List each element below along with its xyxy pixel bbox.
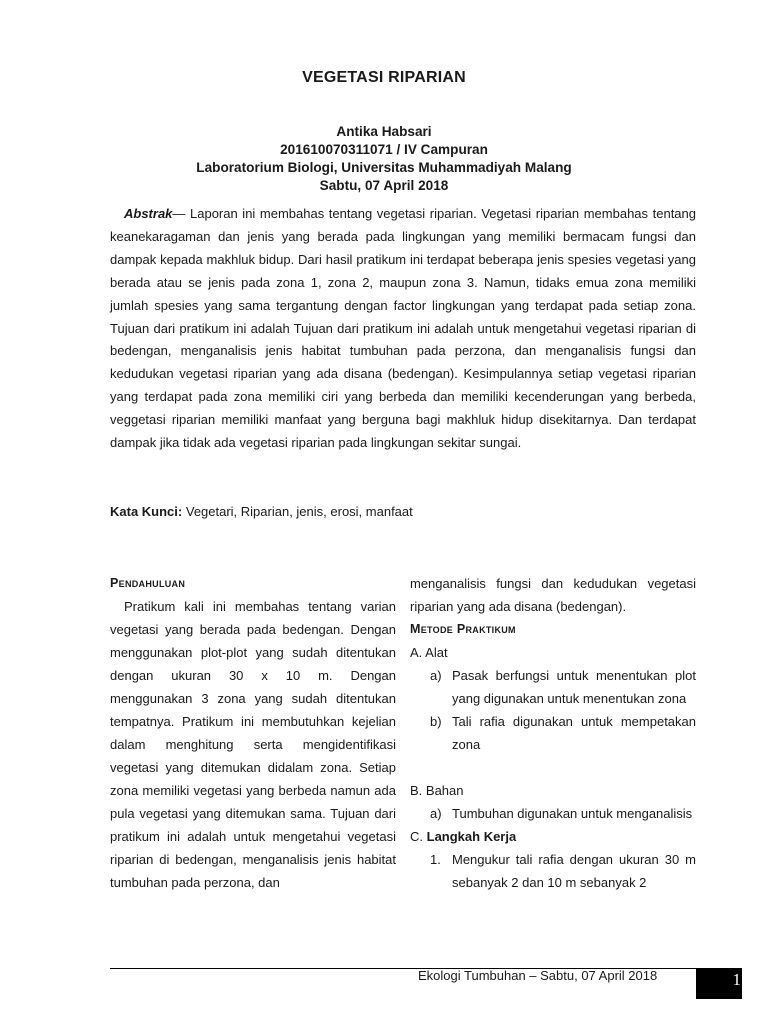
langkah-prefix: C. <box>410 829 427 844</box>
list-text: Tali rafia digunakan untuk mempetakan zona <box>452 714 696 752</box>
footer-text: Ekologi Tumbuhan – Sabtu, 07 April 2018 <box>418 968 658 983</box>
author-name: Antika Habsari <box>336 124 432 139</box>
author-block <box>0 123 768 195</box>
method-heading: Metode Praktikum <box>410 622 516 636</box>
list-item <box>410 664 696 710</box>
author-id-class: 201610070311071 / IV Campuran <box>280 142 488 157</box>
abstract-label: Abstrak <box>124 206 173 221</box>
page-number-box <box>696 968 742 999</box>
right-column <box>410 572 696 894</box>
author-affiliation: Laboratorium Biologi, Universitas Muhammadiyah Malang <box>196 160 572 175</box>
page-number: 1 <box>732 970 741 989</box>
abstract-dash: — <box>172 206 191 221</box>
bahan-label: B. Bahan <box>410 783 464 798</box>
alat-label: A. Alat <box>410 645 448 660</box>
list-item <box>410 848 696 894</box>
langkah-label: Langkah Kerja <box>426 829 517 844</box>
abstract <box>110 203 696 455</box>
paper-title: VEGETASI RIPARIAN <box>302 69 466 86</box>
list-item <box>410 710 696 756</box>
intro-heading: Pendahuluan <box>110 576 186 590</box>
left-column <box>110 572 396 894</box>
keywords <box>110 502 696 522</box>
keywords-label: Kata Kunci: <box>110 504 183 519</box>
langkah-heading <box>410 825 696 848</box>
intro-text: Pratikum kali ini membahas tentang varian vegetasi yang berada pada bedengan. Dengan menggunakan plot-plot yang sudah ditentukan dengan ukuran 30 x 10 m. Dengan menggunakan 3 zona yang sudah ditentukan tempatnya. Pratikum ini membutuhkan kejelian dalam menghitung serta mengidentifikasi vegetasi yang ditemukan didalam zona. Setiap zona memiliki vegetasi yang berbeda namun ada pula vegetasi yang ditemukan sama. Tujuan dari pratikum ini adalah untuk mengetahui vegetasi riparian di bedengan, menganalisis jenis habitat tumbuhan pada perzona, dan <box>110 599 396 890</box>
list-marker: a) <box>430 668 442 683</box>
intro-continued: menganalisis fungsi dan kedudukan vegetasi riparian yang ada disana (bedengan). <box>410 576 696 614</box>
list-item <box>410 802 696 825</box>
list-marker: a) <box>430 806 442 821</box>
list-text: Tumbuhan digunakan untuk menganalisis <box>452 806 693 821</box>
abstract-text: Laporan ini membahas tentang vegetasi riparian. Vegetasi riparian membahas tentang keanekaragaman dan jenis yang berada pada lingkungan yang memiliki bermacam fungsi dan dampak kepada makhluk bidup. Dari hasil pratikum ini terdapat beberapa jenis spesies vegetasi yang berada atau se jenis pada zona 1, zona 2, maupun zona 3. Namun, tidaks emua zona memiliki jumlah spesies yang sama tergantung dengan factor lingkungan yang terdapat pada setiap zona. Tujuan dari pratikum ini adalah Tujuan dari pratikum ini adalah untuk mengetahui vegetasi riparian di bedengan, menganalisis jenis habitat tumbuhan pada perzona, dan menganalisis fungsi dan kedudukan vegetasi riparian yang ada disana (bedengan). Kesimpulannya setiap vegetasi riparian yang terdapat pada zona memiliki ciri yang berbeda dan memiliki kecenderungan yang berbeda, veggetasi riparian memiliki manfaat yang berguna bagi makhluk hidup disekitarnya. Dan terdapat dampak jika tidak ada vegetasi riparian pada lingkungan sekitar sungai. <box>110 206 696 451</box>
keywords-text: Vegetari, Riparian, jenis, erosi, manfaat <box>185 504 413 519</box>
list-marker: b) <box>430 714 442 729</box>
list-marker: 1. <box>430 852 441 867</box>
author-date: Sabtu, 07 April 2018 <box>319 178 449 193</box>
list-text: Pasak berfungsi untuk menentukan plot yang digunakan untuk menentukan zona <box>452 668 696 706</box>
list-text: Mengukur tali rafia dengan ukuran 30 m sebanyak 2 dan 10 m sebanyak 2 <box>452 852 696 890</box>
